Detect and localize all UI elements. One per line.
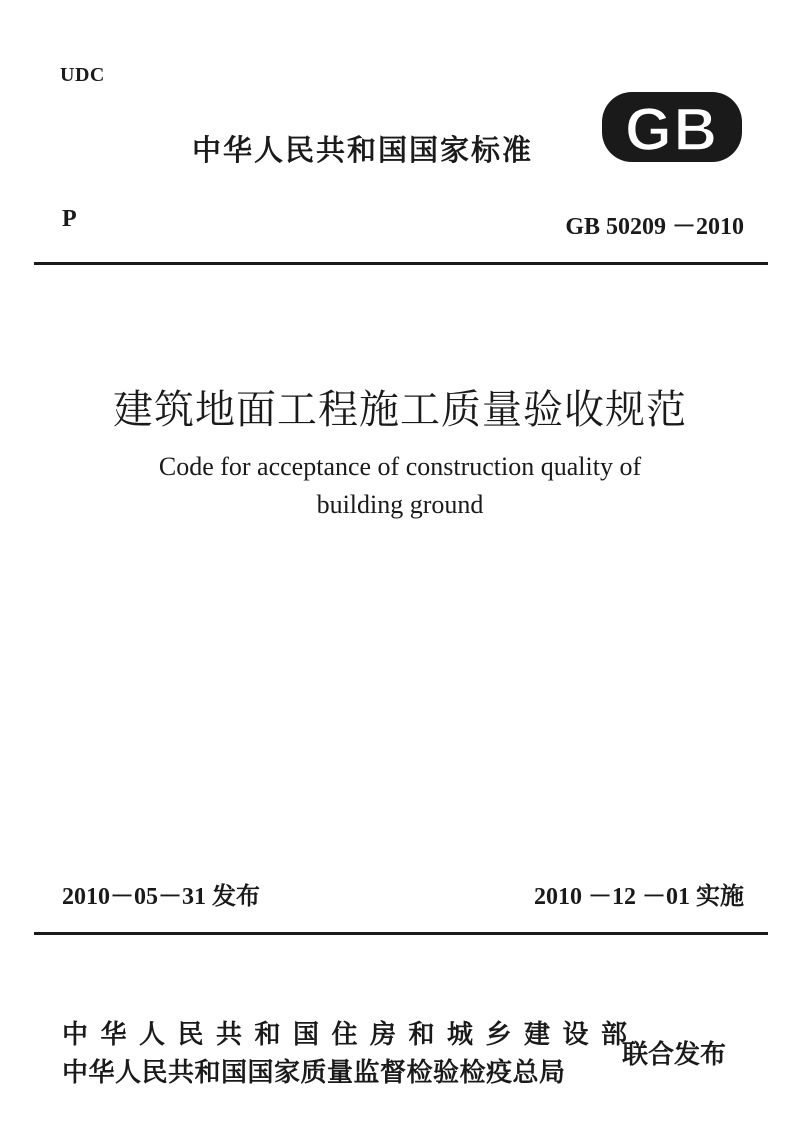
issuer-ministry: 中华人民共和国住房和城乡建设部 <box>62 1020 640 1050</box>
title-english-line1: Code for acceptance of construction quality of <box>158 452 642 481</box>
national-standard-heading: 中华人民共和国国家标准 <box>192 133 534 167</box>
implementation-date: 2010 －12 －01 实施 <box>534 884 744 910</box>
title-chinese: 建筑地面工程施工质量验收规范 <box>113 387 687 433</box>
standard-number: GB 50209 －2010 <box>565 214 744 240</box>
title-english-line2: building ground <box>316 490 484 519</box>
title-english <box>0 448 800 524</box>
top-divider <box>34 262 768 265</box>
issuer-aqsiq: 中华人民共和国国家质量监督检验检疫总局 <box>62 1058 566 1088</box>
category-code: P <box>62 206 77 232</box>
joint-issue-label: 联合发布 <box>622 1040 727 1070</box>
gb-logo-text: GB <box>625 96 719 163</box>
gb-logo <box>598 90 746 164</box>
issue-date: 2010－05－31 发布 <box>62 884 260 910</box>
bottom-divider <box>34 932 768 935</box>
udc-label: UDC <box>60 64 105 86</box>
